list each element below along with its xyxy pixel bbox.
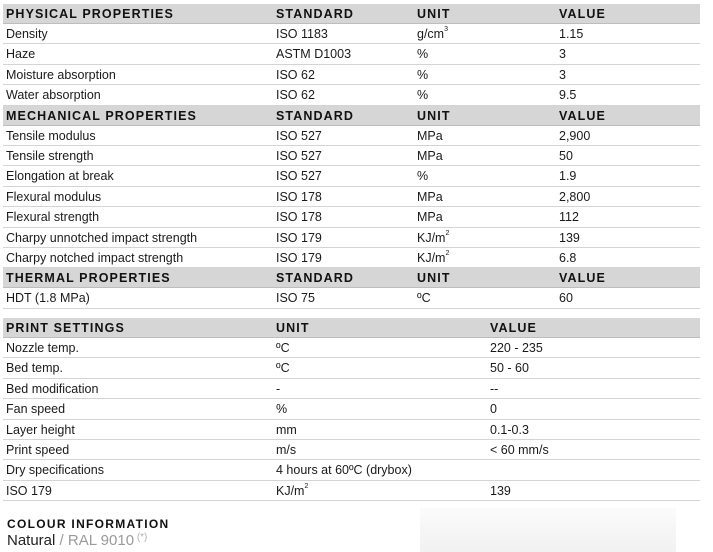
section-header bbox=[3, 106, 700, 126]
table-row bbox=[3, 338, 700, 358]
unit-cell bbox=[417, 126, 443, 146]
table-row bbox=[3, 248, 700, 268]
colour-value bbox=[7, 532, 147, 549]
value-cell: 3 bbox=[559, 67, 566, 82]
unit-text: MPa bbox=[417, 148, 443, 163]
standard-cell: ISO 178 bbox=[276, 189, 322, 204]
unit-cell bbox=[417, 228, 449, 248]
colour-swatch bbox=[420, 508, 676, 552]
unit-cell bbox=[276, 420, 297, 440]
value-cell: 9.5 bbox=[559, 88, 577, 103]
setting-cell: Print speed bbox=[6, 442, 70, 457]
unit-cell bbox=[276, 379, 280, 399]
unit-text: KJ/m bbox=[417, 230, 446, 245]
table-row bbox=[3, 358, 700, 378]
table-row bbox=[3, 440, 700, 460]
table-row bbox=[3, 44, 700, 64]
header-cell: UNIT bbox=[417, 7, 451, 21]
value-cell: 112 bbox=[559, 210, 579, 225]
value-cell: 220 - 235 bbox=[490, 341, 543, 355]
value-cell: 50 bbox=[559, 148, 573, 163]
unit-cell bbox=[276, 481, 308, 501]
unit-text: ºC bbox=[276, 341, 290, 355]
property-cell: Charpy unnotched impact strength bbox=[6, 230, 198, 245]
value-cell: -- bbox=[490, 381, 499, 396]
unit-text: MPa bbox=[417, 128, 443, 143]
header-cell: PRINT SETTINGS bbox=[6, 321, 125, 335]
section-header bbox=[3, 318, 700, 338]
table-row bbox=[3, 460, 700, 480]
table-row bbox=[3, 481, 700, 501]
standard-cell: ISO 75 bbox=[276, 291, 315, 306]
property-cell: HDT (1.8 MPa) bbox=[6, 291, 90, 306]
header-cell: UNIT bbox=[276, 321, 310, 335]
header-cell: VALUE bbox=[559, 271, 606, 286]
standard-cell: ISO 178 bbox=[276, 210, 322, 225]
standard-cell: ASTM D1003 bbox=[276, 47, 352, 62]
unit-cell bbox=[417, 65, 428, 85]
header-cell: PHYSICAL PROPERTIES bbox=[6, 7, 174, 21]
value-cell: 2,800 bbox=[559, 189, 591, 204]
unit-text: MPa bbox=[417, 210, 443, 225]
unit-exponent: 2 bbox=[304, 482, 309, 490]
unit-cell bbox=[417, 248, 449, 268]
colour-ral: RAL 9010 bbox=[67, 532, 135, 549]
header-cell: VALUE bbox=[490, 321, 537, 335]
property-cell: Charpy notched impact strength bbox=[6, 250, 184, 265]
unit-cell bbox=[417, 187, 443, 207]
value-cell: 60 bbox=[559, 291, 573, 306]
property-cell: Tensile strength bbox=[6, 148, 94, 163]
table-row bbox=[3, 24, 700, 44]
header-cell: STANDARD bbox=[276, 7, 355, 21]
table-row bbox=[3, 399, 700, 419]
colour-information-title: COLOUR INFORMATION bbox=[7, 517, 170, 531]
value-cell: < 60 mm/s bbox=[490, 442, 549, 457]
setting-cell: Fan speed bbox=[6, 402, 66, 417]
section-header bbox=[3, 268, 700, 288]
unit-text: - bbox=[276, 381, 281, 396]
property-cell: Elongation at break bbox=[6, 169, 114, 184]
unit-text: % bbox=[417, 88, 429, 103]
table-row bbox=[3, 228, 700, 248]
value-cell: 6.8 bbox=[559, 250, 577, 265]
value-cell: 0.1-0.3 bbox=[490, 422, 529, 437]
value-cell: 139 bbox=[559, 230, 580, 245]
header-cell: VALUE bbox=[559, 7, 606, 21]
property-cell: Density bbox=[6, 27, 48, 41]
header-cell: THERMAL PROPERTIES bbox=[6, 271, 171, 286]
unit-cell bbox=[417, 207, 443, 227]
unit-cell bbox=[276, 440, 296, 460]
property-cell: Moisture absorption bbox=[6, 67, 116, 82]
table-row bbox=[3, 126, 700, 146]
unit-cell bbox=[417, 85, 428, 105]
property-cell: Water absorption bbox=[6, 88, 101, 103]
unit-text: mm bbox=[276, 422, 297, 437]
property-cell: Flexural modulus bbox=[6, 189, 102, 204]
setting-cell: Nozzle temp. bbox=[6, 341, 79, 355]
table-row bbox=[3, 146, 700, 166]
setting-cell: Layer height bbox=[6, 422, 75, 437]
table-row bbox=[3, 207, 700, 227]
header-cell: MECHANICAL PROPERTIES bbox=[6, 108, 197, 123]
unit-cell bbox=[276, 338, 290, 358]
unit-text: KJ/m bbox=[417, 250, 446, 265]
unit-text: % bbox=[417, 47, 429, 62]
table-row bbox=[3, 379, 700, 399]
standard-cell: ISO 62 bbox=[276, 67, 315, 82]
standard-cell: ISO 179 bbox=[276, 230, 322, 245]
value-cell: 139 bbox=[490, 483, 511, 498]
properties-table bbox=[3, 4, 700, 309]
property-cell: Tensile modulus bbox=[6, 128, 96, 143]
unit-text: % bbox=[417, 67, 429, 82]
section-header bbox=[3, 4, 700, 24]
unit-cell bbox=[276, 460, 412, 480]
unit-cell bbox=[276, 399, 287, 419]
table-row bbox=[3, 65, 700, 85]
unit-cell bbox=[417, 44, 428, 64]
value-cell: 1.9 bbox=[559, 169, 577, 184]
unit-cell bbox=[417, 24, 448, 44]
table-row bbox=[3, 187, 700, 207]
standard-cell: ISO 62 bbox=[276, 88, 315, 103]
header-cell: VALUE bbox=[559, 108, 606, 123]
colour-separator: / bbox=[55, 532, 68, 549]
unit-text: MPa bbox=[417, 189, 443, 204]
unit-text: m/s bbox=[276, 442, 297, 457]
unit-text: KJ/m bbox=[276, 483, 305, 498]
print-settings-table bbox=[3, 318, 700, 501]
unit-text: ºC bbox=[276, 361, 290, 376]
unit-text: g/cm bbox=[417, 27, 445, 41]
unit-cell bbox=[276, 358, 290, 378]
value-cell: 3 bbox=[559, 47, 566, 62]
value-cell: 0 bbox=[490, 402, 497, 417]
unit-cell bbox=[417, 146, 443, 166]
unit-text: % bbox=[276, 402, 288, 417]
standard-cell: ISO 1183 bbox=[276, 27, 328, 41]
colour-note: (*) bbox=[134, 532, 148, 543]
property-cell: Haze bbox=[6, 47, 36, 62]
header-cell: UNIT bbox=[417, 108, 451, 123]
unit-exponent: 2 bbox=[445, 229, 450, 237]
value-cell: 1.15 bbox=[559, 27, 584, 41]
setting-cell: Bed temp. bbox=[6, 361, 63, 376]
table-row bbox=[3, 166, 700, 186]
unit-text: % bbox=[417, 169, 429, 184]
value-cell: 2,900 bbox=[559, 128, 591, 143]
header-cell: UNIT bbox=[417, 271, 451, 286]
unit-cell bbox=[417, 166, 428, 186]
unit-exponent: 2 bbox=[445, 249, 450, 257]
setting-cell: Dry specifications bbox=[6, 463, 104, 478]
header-cell: STANDARD bbox=[276, 108, 355, 123]
standard-cell: ISO 527 bbox=[276, 169, 322, 184]
table-row bbox=[3, 288, 700, 308]
unit-cell bbox=[417, 288, 431, 308]
value-cell: 50 - 60 bbox=[490, 361, 529, 376]
standard-cell: ISO 527 bbox=[276, 128, 322, 143]
setting-cell: Bed modification bbox=[6, 381, 99, 396]
colour-name: Natural bbox=[7, 532, 56, 549]
standard-cell: ISO 527 bbox=[276, 148, 322, 163]
property-cell: Flexural strength bbox=[6, 210, 100, 225]
header-cell: STANDARD bbox=[276, 271, 355, 286]
unit-text: ºC bbox=[417, 291, 431, 306]
unit-exponent: 3 bbox=[444, 26, 448, 33]
unit-text: 4 hours at 60ºC (drybox) bbox=[276, 463, 412, 478]
setting-cell: ISO 179 bbox=[6, 483, 52, 498]
table-row bbox=[3, 85, 700, 105]
standard-cell: ISO 179 bbox=[276, 250, 322, 265]
table-row bbox=[3, 420, 700, 440]
